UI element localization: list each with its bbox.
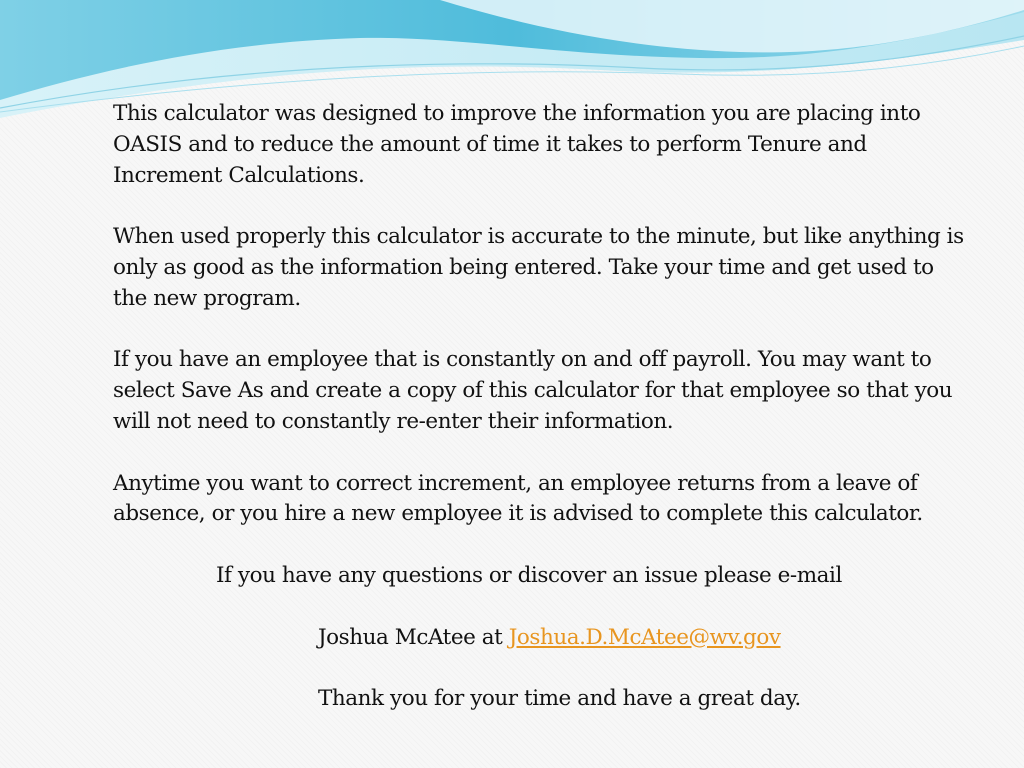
closing-line: Thank you for your time and have a great day. — [318, 686, 801, 712]
paragraph-spacer — [113, 653, 973, 684]
paragraph-spacer — [113, 438, 973, 469]
paragraph-spacer — [113, 315, 973, 346]
paragraph-spacer — [113, 530, 973, 561]
accuracy-paragraph: When used properly this calculator is accurate to the minute, but like anything is only as good as the information being entered. Take your time and get used to the new program. — [113, 224, 964, 311]
paragraph-spacer — [113, 191, 973, 222]
intro-paragraph: This calculator was designed to improve the information you are placing into OASIS and to reduce the amount of time it takes to perform Tenure and Increment Calculations. — [113, 101, 921, 188]
contact-line — [113, 623, 973, 654]
contact-email-link[interactable]: Joshua.D.McAtee@wv.gov — [508, 624, 781, 650]
questions-line: If you have any questions or discover an issue please e-mail — [216, 562, 842, 588]
usage-paragraph: Anytime you want to correct increment, an employee returns from a leave of absence, or you hire a new employee it is advised to complete this calculator. — [113, 470, 923, 527]
contact-prefix: Joshua McAtee at — [318, 624, 509, 650]
save-as-paragraph: If you have an employee that is constantly on and off payroll. You may want to select Save As and create a copy of this calculator for that employee so that you will not need to constantly re-enter their information. — [113, 347, 953, 434]
paragraph-spacer — [113, 592, 973, 623]
slide-body — [113, 99, 973, 715]
